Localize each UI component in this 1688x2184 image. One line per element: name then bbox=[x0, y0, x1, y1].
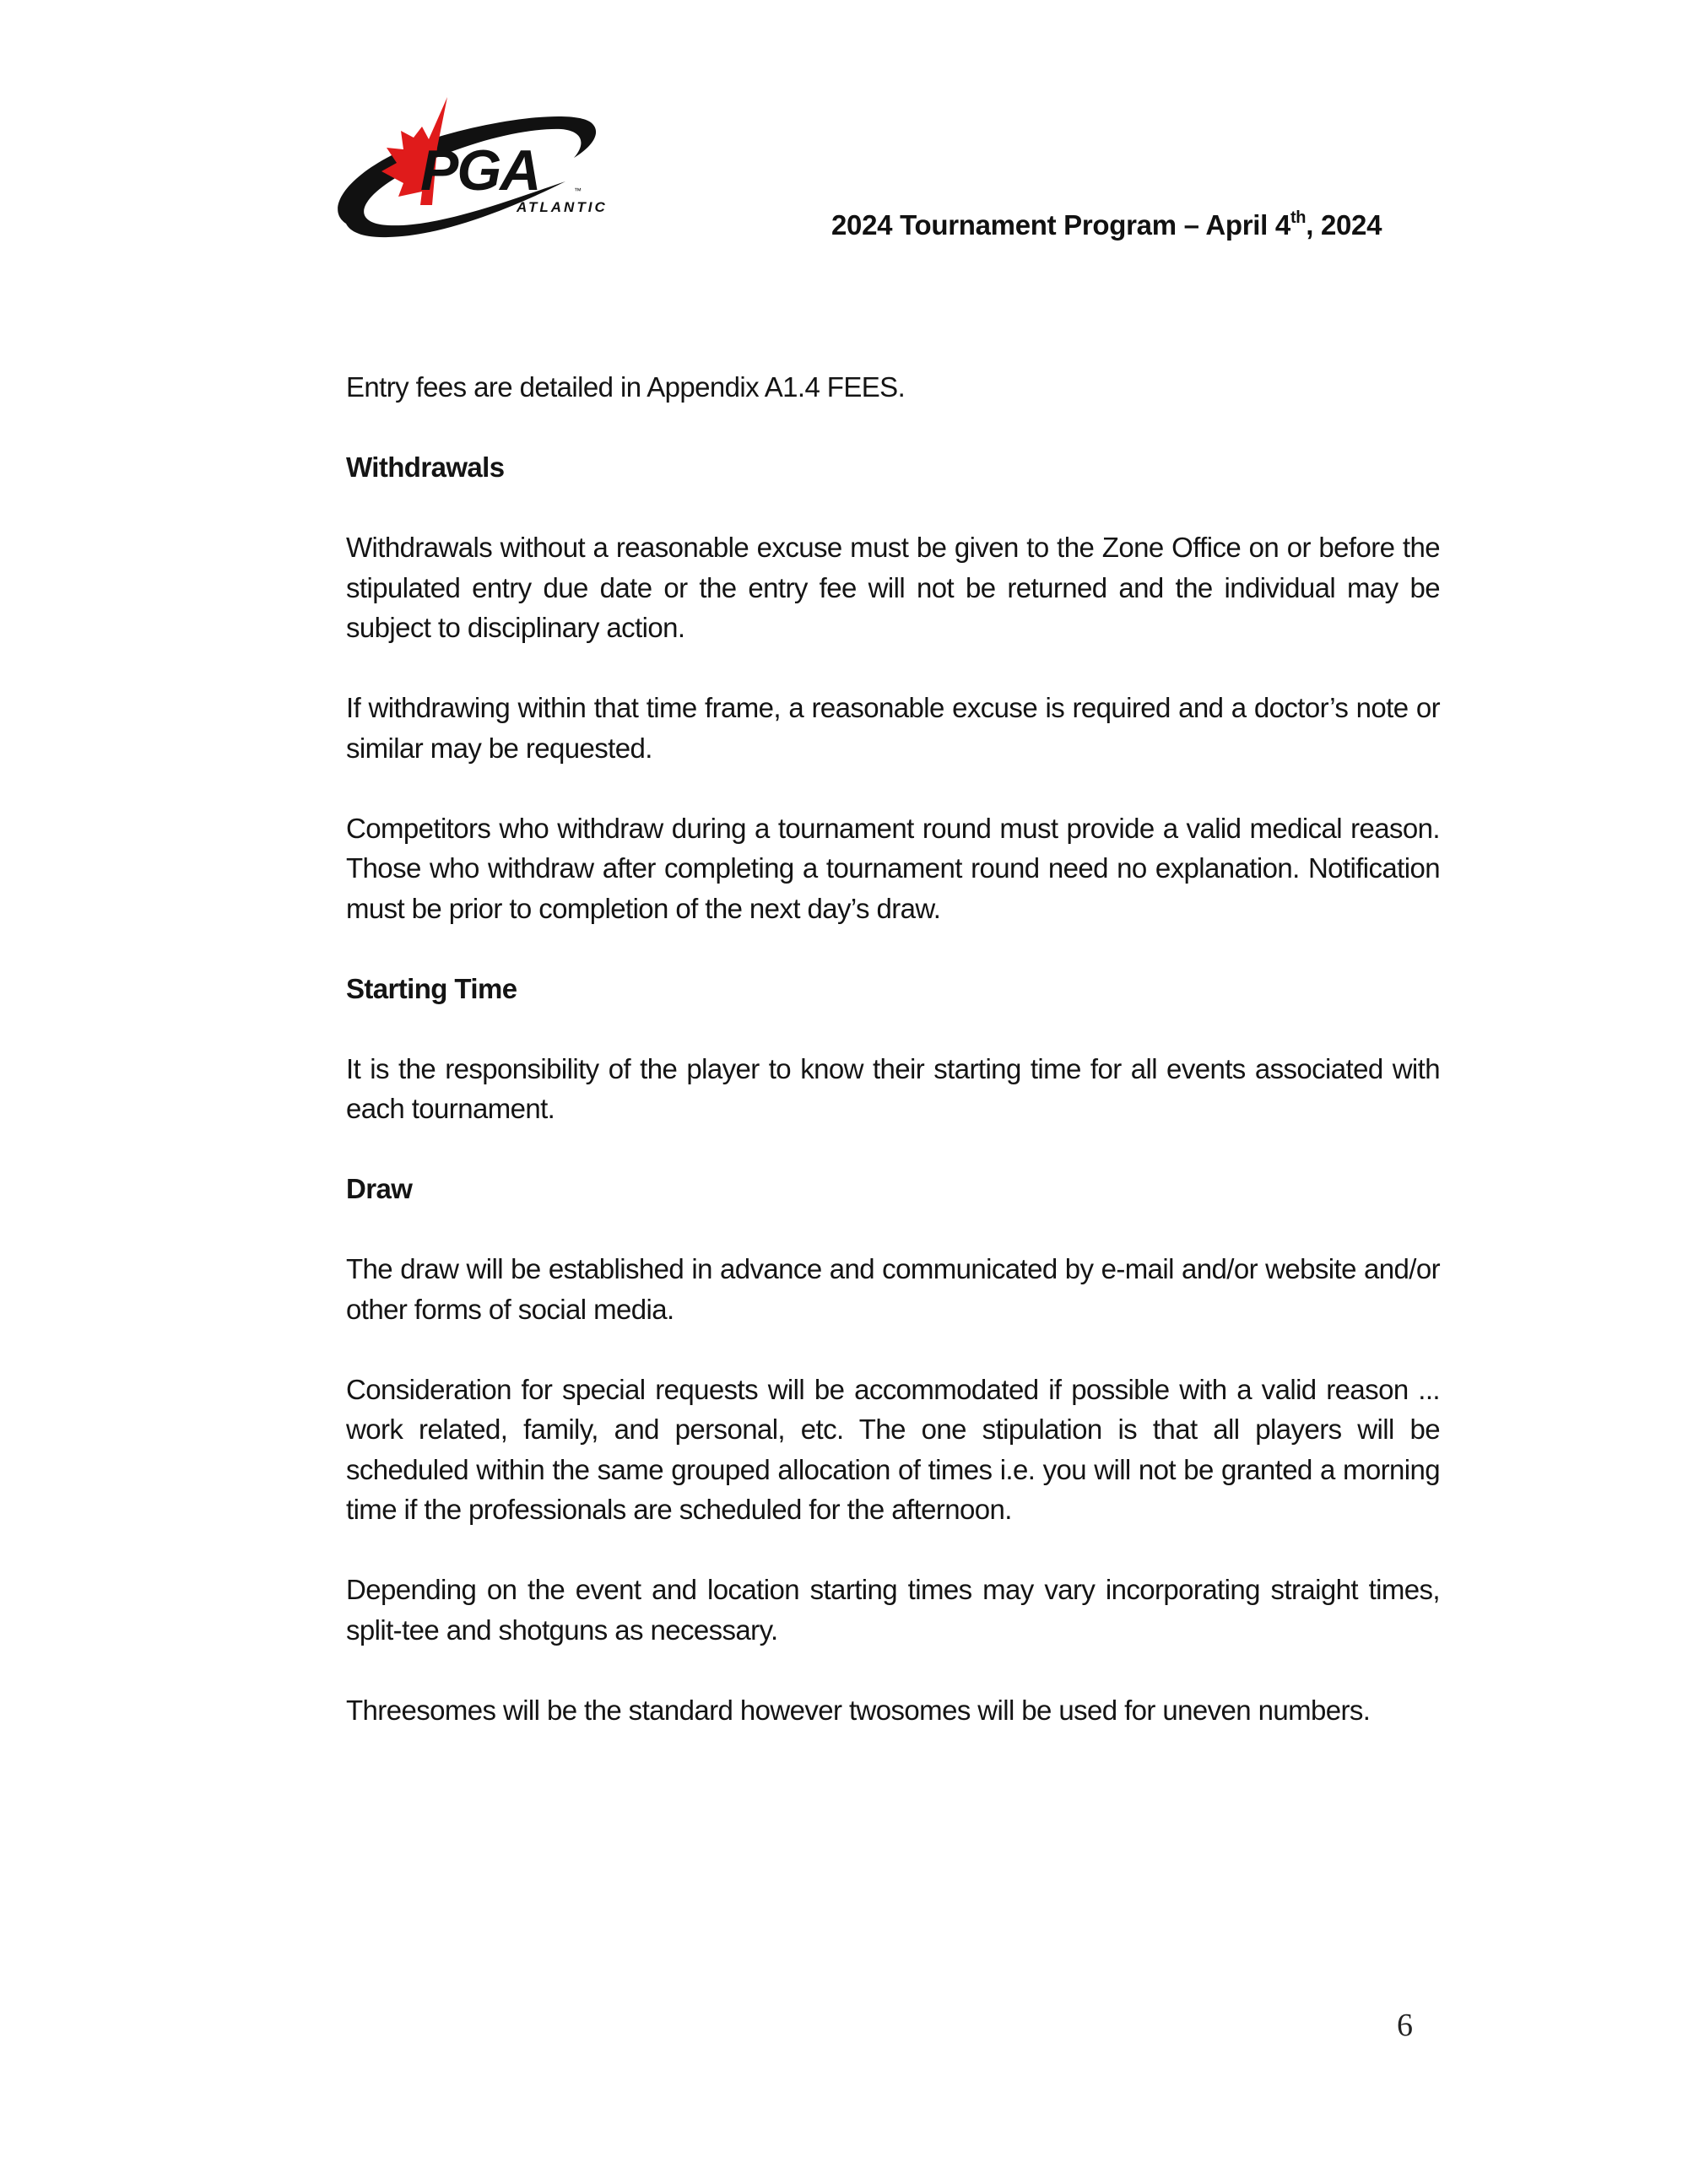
paragraph: The draw will be established in advance and communicated by e-mail and/or website and/or other forms of social media. bbox=[346, 1253, 1440, 1325]
svg-text:™: ™ bbox=[574, 187, 582, 195]
header-title-ordinal: th bbox=[1290, 208, 1307, 227]
svg-text:PGA: PGA bbox=[420, 138, 540, 203]
paragraph: Depending on the event and location starting times may vary incorporating straight times, split-tee and shotguns as necessary. bbox=[346, 1574, 1440, 1646]
section-heading-draw: Draw bbox=[346, 1173, 413, 1204]
pga-logo-icon bbox=[321, 97, 628, 242]
page-header-title bbox=[831, 209, 1456, 241]
header-title-main: 2024 Tournament Program – April 4 bbox=[831, 209, 1290, 241]
intro-paragraph: Entry fees are detailed in Appendix A1.4 FEES. bbox=[346, 371, 906, 403]
header-title-year: , 2024 bbox=[1306, 209, 1382, 241]
paragraph: If withdrawing within that time frame, a reasonable excuse is required and a doctor’s note or similar may be requested. bbox=[346, 692, 1440, 764]
page-number: 6 bbox=[1397, 2008, 1413, 2043]
section-heading-starting-time: Starting Time bbox=[346, 972, 517, 1004]
svg-text:ATLANTIC: ATLANTIC bbox=[517, 199, 608, 215]
paragraph: Consideration for special requests will be accommodated if possible with a valid reason ... work related, family, and personal, etc. The one stipulation is that all players will be scheduled within the same grouped allocation of times i.e. you will not be granted a morning time if the professionals are scheduled for the afternoon. bbox=[346, 1373, 1440, 1525]
document-body bbox=[346, 367, 1440, 1770]
pga-atlantic-logo bbox=[321, 97, 628, 242]
paragraph: Withdrawals without a reasonable excuse must be given to the Zone Office on or before the stipulated entry due date or the entry fee will not be returned and the individual may be subject to disciplinary action. bbox=[346, 532, 1440, 643]
paragraph: It is the responsibility of the player to know their starting time for all events associated with each tournament. bbox=[346, 1052, 1440, 1124]
paragraph: Threesomes will be the standard however twosomes will be used for uneven numbers. bbox=[346, 1694, 1371, 1726]
section-heading-withdrawals: Withdrawals bbox=[346, 451, 505, 483]
paragraph: Competitors who withdraw during a tournament round must provide a valid medical reason. Those who withdraw after completing a tournament round need no explanation. Notification must be prior to completion of the next day’s draw. bbox=[346, 812, 1440, 924]
